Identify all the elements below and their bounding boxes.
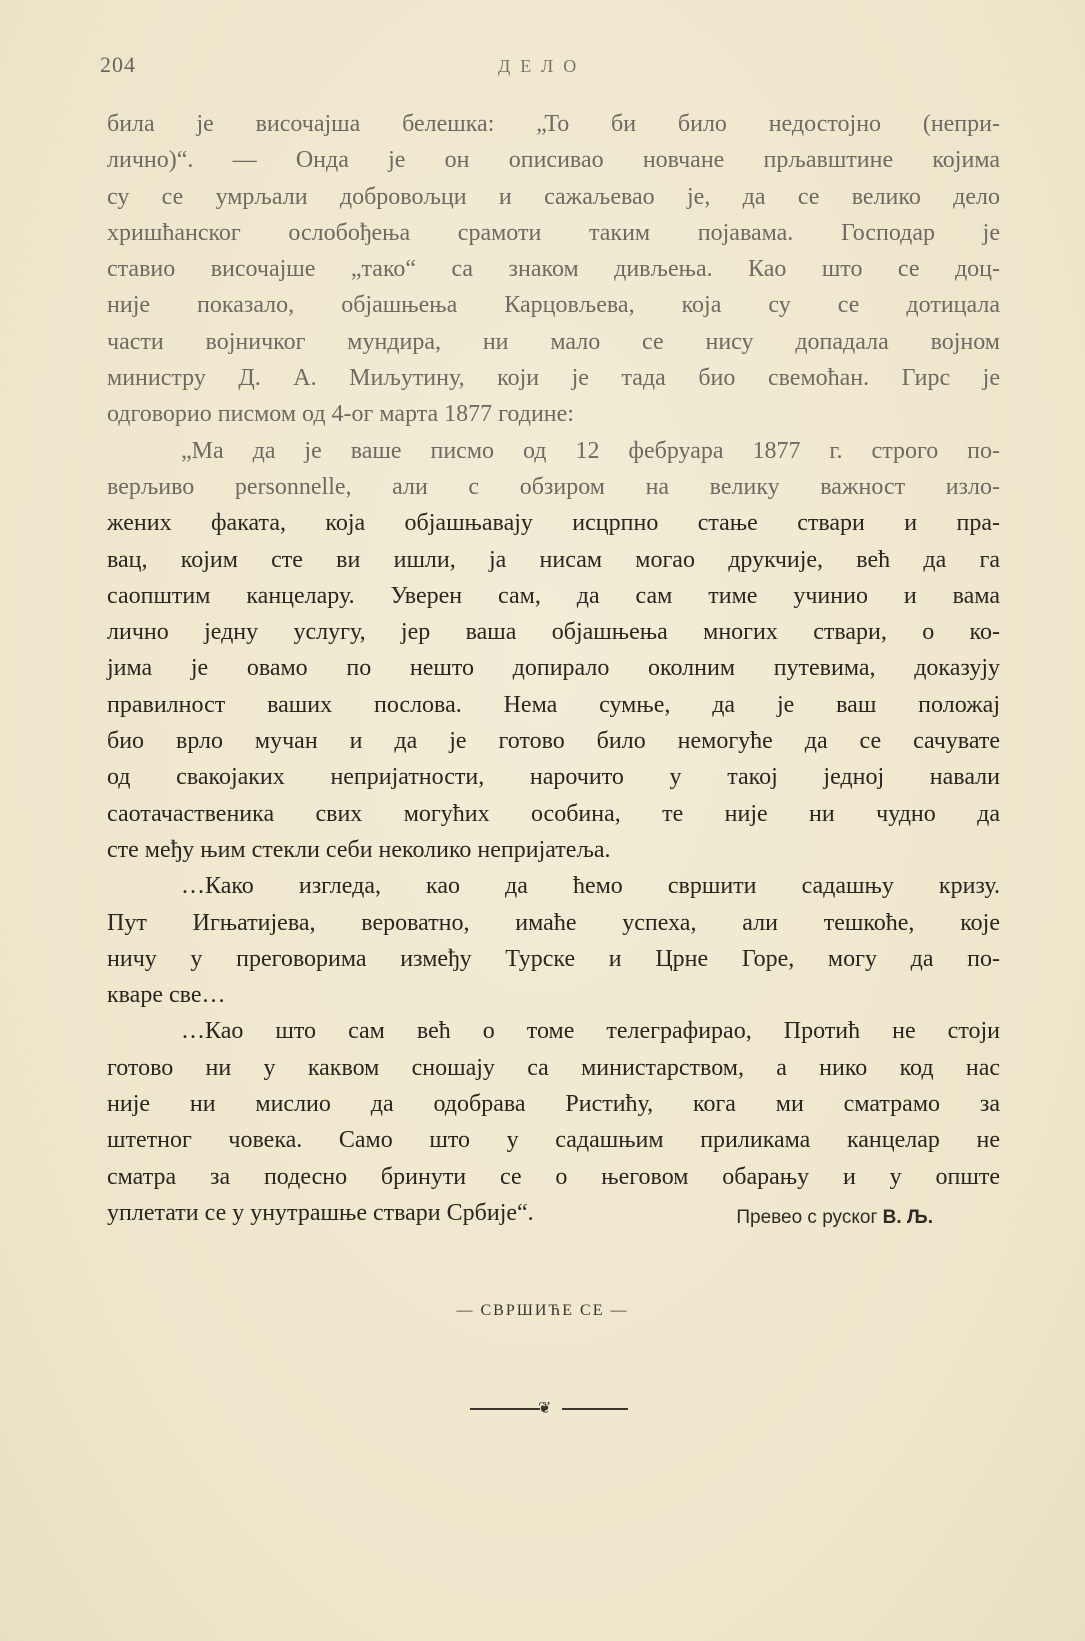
text-line: уплетати се у унутрашње ствари Србије“. bbox=[107, 1199, 534, 1226]
translator-text: Превео с руског bbox=[736, 1207, 878, 1228]
text-line: ничу у преговорима између Турске и Црне Горе, могу да по- bbox=[107, 945, 1000, 972]
text-line: жених факата, која објашњавају исцрпно стање ствари и пра- bbox=[107, 510, 1000, 537]
text-line: су се умрљали добровољци и сажаљевао је, да се велико дело bbox=[107, 183, 1000, 210]
text-line: …Као што сам већ о томе телеграфирао, Протић не стоји bbox=[181, 1018, 1000, 1045]
text-line: Пут Игњатијева, вероватно, имаће успеха, али тешкоће, које bbox=[107, 909, 1000, 936]
translator-credit bbox=[736, 1207, 933, 1229]
running-head: ДЕЛО bbox=[498, 56, 587, 76]
text-line: ставио височајше „тако“ са знаком дивљења. Као што се доц- bbox=[107, 256, 1000, 283]
text-line: није ни мислио да одобрава Ристићу, кога ми сматрамо за bbox=[107, 1091, 1000, 1118]
text-line: била је височајша белешка: „То би било недостојно (непри- bbox=[107, 111, 1000, 137]
page-header bbox=[0, 52, 1085, 86]
text-line: није показало, објашњења Карцовљева, која су се дотицала bbox=[107, 292, 1000, 319]
text-line: готово ни у каквом сношају са министарством, а нико код нас bbox=[107, 1054, 1000, 1081]
page-number: 204 bbox=[100, 52, 136, 77]
text-line: вац, којим сте ви ишли, ја нисам могао друкчије, већ да га bbox=[107, 546, 1000, 573]
text-line: „Ма да је ваше писмо од 12 фебруара 1877 г. строго по- bbox=[181, 437, 1000, 464]
end-ornament-icon bbox=[470, 1398, 630, 1418]
text-line: одговорио писмом од 4-ог марта 1877 године: bbox=[107, 401, 574, 428]
text-line: од свакојаких непријатности, нарочито у такој једној навали bbox=[107, 764, 1000, 791]
text-line: саопштим канцелару. Уверен сам, да сам тиме учинио и вама bbox=[107, 582, 1000, 609]
text-line: лично)“. — Онда је он описивао новчане прљавштине којима bbox=[107, 147, 1000, 174]
text-line: лично једну услугу, јер ваша објашњења многих ствари, о ко- bbox=[107, 619, 1000, 646]
text-line: био врло мучан и да је готово било немогуће да се сачувате bbox=[107, 728, 1000, 755]
ornament-rule-right bbox=[562, 1408, 628, 1410]
text-line: штетног човека. Само што у садашњим приликама канцелар не bbox=[107, 1127, 1000, 1154]
text-line: министру Д. А. Миљутину, који је тада био свемоћан. Гирс је bbox=[107, 365, 1000, 392]
text-line: сте међу њим стекли себи неколико непријатеља. bbox=[107, 836, 611, 863]
text-line: сматра за подесно бринути се о његовом обарању и у опште bbox=[107, 1163, 1000, 1190]
text-line: кваре све… bbox=[107, 982, 226, 1009]
text-line: хришћанског ослобођења срамоти таким појавама. Господар је bbox=[107, 219, 1000, 246]
ornament-glyph-icon: ❦ bbox=[538, 1400, 552, 1417]
text-line: верљиво personnelle, али с обзиром на велику важност изло- bbox=[107, 473, 1000, 500]
ornament-rule-left bbox=[470, 1408, 540, 1410]
text-line: …Како изгледа, као да ћемо свршити садашњу кризу. bbox=[181, 873, 1000, 900]
text-line: саотачаственика свих могућих особина, те није ни чудно да bbox=[107, 800, 1000, 827]
text-line: правилност ваших послова. Нема сумње, да је ваш положај bbox=[107, 691, 1000, 718]
text-line: јима је овамо по нешто допирало околним путевима, доказују bbox=[107, 655, 1000, 682]
translator-initials: В. Љ. bbox=[882, 1207, 933, 1228]
text-line: части војничког мундира, ни мало се нису допадала војном bbox=[107, 328, 1000, 355]
body-text bbox=[107, 106, 1000, 1231]
to-be-concluded-note: — СВРШИЋЕ СЕ — bbox=[456, 1302, 629, 1319]
